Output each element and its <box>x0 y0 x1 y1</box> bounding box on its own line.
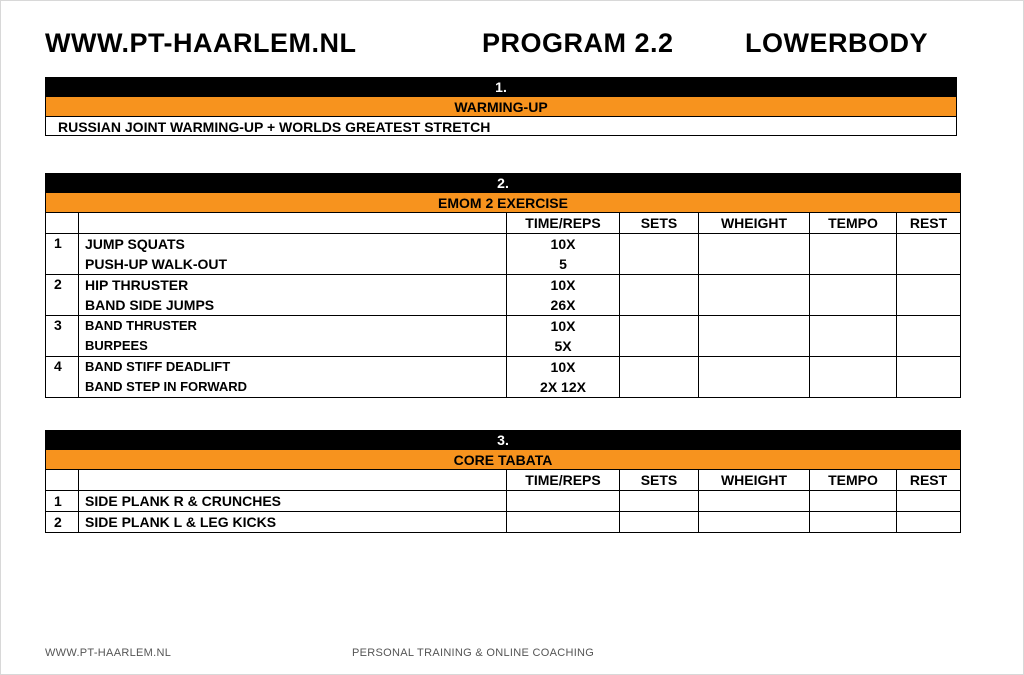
warming-up-content: RUSSIAN JOINT WARMING-UP + WORLDS GREATEST STRETCH <box>45 116 957 136</box>
rest-cell[interactable] <box>897 491 961 512</box>
exercise-name: SIDE PLANK R & CRUNCHES <box>79 491 507 512</box>
exercise-name: JUMP SQUATS <box>85 236 185 252</box>
column-header: SETS <box>620 213 699 234</box>
sets-cell[interactable] <box>620 357 699 398</box>
emom-table <box>45 212 961 398</box>
tempo-cell[interactable] <box>810 316 897 357</box>
wheight-cell[interactable] <box>699 512 810 533</box>
exercise-name: BAND THRUSTER <box>85 318 197 333</box>
rest-cell[interactable] <box>897 316 961 357</box>
tempo-cell[interactable] <box>810 512 897 533</box>
rest-cell[interactable] <box>897 357 961 398</box>
column-header: TEMPO <box>810 213 897 234</box>
column-header: REST <box>897 213 961 234</box>
exercise-cell <box>79 316 507 357</box>
wheight-cell[interactable] <box>699 491 810 512</box>
exercise-name: BAND STIFF DEADLIFT <box>85 359 231 374</box>
column-header: SETS <box>620 470 699 491</box>
reps-cell[interactable] <box>507 491 620 512</box>
row-number: 2 <box>46 512 79 533</box>
rest-cell[interactable] <box>897 234 961 275</box>
row-number: 2 <box>46 275 79 316</box>
table-cell <box>46 470 79 491</box>
row-number: 1 <box>46 234 79 275</box>
reps-value: 10X <box>550 359 576 375</box>
exercise-cell <box>79 234 507 275</box>
sets-cell[interactable] <box>620 275 699 316</box>
reps-value: 2X 12X <box>540 379 586 395</box>
rest-cell[interactable] <box>897 275 961 316</box>
exercise-name: BAND SIDE JUMPS <box>85 297 215 313</box>
sets-cell[interactable] <box>620 491 699 512</box>
section-core-tabata <box>45 430 961 533</box>
wheight-cell[interactable] <box>699 234 810 275</box>
column-header: TIME/REPS <box>507 213 620 234</box>
section-title: WARMING-UP <box>45 97 957 116</box>
table-row <box>46 491 961 512</box>
sets-cell[interactable] <box>620 512 699 533</box>
reps-value: 5X <box>554 338 572 354</box>
row-number: 3 <box>46 316 79 357</box>
table-header-row <box>46 470 961 491</box>
table-row <box>46 316 961 357</box>
rest-cell[interactable] <box>897 512 961 533</box>
reps-cell[interactable] <box>507 512 620 533</box>
footer-tagline: PERSONAL TRAINING & ONLINE COACHING <box>352 647 595 659</box>
column-header: REST <box>897 470 961 491</box>
reps-value: 10X <box>550 277 576 293</box>
section-number: 1. <box>45 77 957 97</box>
program-title: PROGRAM 2.2 <box>482 28 674 58</box>
reps-cell <box>507 357 620 398</box>
table-cell <box>46 213 79 234</box>
column-header: WHEIGHT <box>699 213 810 234</box>
column-header: TEMPO <box>810 470 897 491</box>
exercise-name: BAND STEP IN FORWARD <box>85 379 248 394</box>
section-emom <box>45 173 961 398</box>
tempo-cell[interactable] <box>810 234 897 275</box>
site-title: WWW.PT-HAARLEM.NL <box>45 28 357 58</box>
exercise-cell <box>79 275 507 316</box>
wheight-cell[interactable] <box>699 357 810 398</box>
reps-cell <box>507 234 620 275</box>
table-header-row <box>46 213 961 234</box>
exercise-name: SIDE PLANK L & LEG KICKS <box>79 512 507 533</box>
reps-value: 10X <box>550 236 576 252</box>
tempo-cell[interactable] <box>810 491 897 512</box>
tempo-cell[interactable] <box>810 357 897 398</box>
table-cell <box>79 213 507 234</box>
table-cell <box>79 470 507 491</box>
column-header: TIME/REPS <box>507 470 620 491</box>
section-title: EMOM 2 EXERCISE <box>45 193 961 212</box>
table-row <box>46 234 961 275</box>
body-part-title: LOWERBODY <box>745 28 928 58</box>
sets-cell[interactable] <box>620 316 699 357</box>
reps-cell <box>507 316 620 357</box>
tempo-cell[interactable] <box>810 275 897 316</box>
reps-value: 10X <box>550 318 576 334</box>
footer-website: WWW.PT-HAARLEM.NL <box>45 647 172 659</box>
reps-cell <box>507 275 620 316</box>
tabata-table <box>45 469 961 533</box>
exercise-name: HIP THRUSTER <box>85 277 189 293</box>
exercise-cell <box>79 357 507 398</box>
column-header: WHEIGHT <box>699 470 810 491</box>
sets-cell[interactable] <box>620 234 699 275</box>
reps-value: 26X <box>550 297 576 313</box>
section-number: 2. <box>45 173 961 193</box>
table-row <box>46 357 961 398</box>
exercise-name: BURPEES <box>85 338 148 353</box>
table-row <box>46 512 961 533</box>
section-warming-up <box>45 77 957 136</box>
section-title: CORE TABATA <box>45 450 961 469</box>
wheight-cell[interactable] <box>699 316 810 357</box>
section-number: 3. <box>45 430 961 450</box>
table-row <box>46 275 961 316</box>
row-number: 4 <box>46 357 79 398</box>
row-number: 1 <box>46 491 79 512</box>
reps-value: 5 <box>559 256 567 272</box>
wheight-cell[interactable] <box>699 275 810 316</box>
exercise-name: PUSH-UP WALK-OUT <box>85 256 228 272</box>
